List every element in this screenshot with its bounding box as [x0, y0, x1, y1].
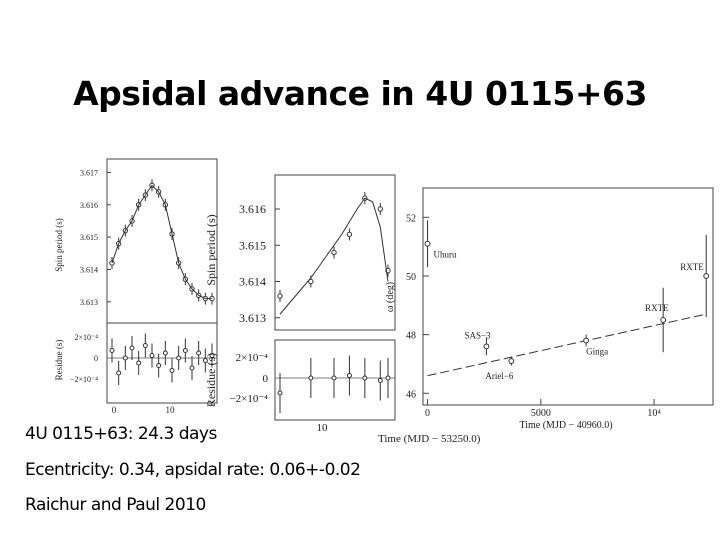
right-point-4 — [661, 318, 666, 323]
left-res-tick-0: 2×10⁻⁴ — [74, 333, 98, 342]
mid-res-tick-0: 2×10⁻⁴ — [235, 352, 268, 364]
left-ytick-0: 3.617 — [80, 168, 98, 178]
mid-res-point-3 — [347, 374, 351, 378]
mid-ytick-3: 3.613 — [239, 310, 266, 325]
right-xlabel: Time (MJD − 40960.0) — [519, 420, 613, 431]
slide-title: Apsidal advance in 4U 0115+63 — [73, 74, 647, 113]
caption-line-2: Ecentricity: 0.34, apsidal rate: 0.06+-0.02 — [25, 460, 361, 480]
left-res-tick-1: 0 — [94, 354, 98, 363]
mid-res-point-1 — [309, 376, 313, 380]
left-top-axes — [107, 159, 217, 323]
left-ytick-3: 3.614 — [80, 265, 98, 275]
mid-point-2 — [332, 250, 336, 254]
left-res-point-11 — [183, 349, 187, 353]
left-res-tick-2: −2×10⁻⁴ — [69, 375, 98, 384]
left-ytick-1: 3.616 — [80, 200, 98, 210]
right-point-label-2: Ariel−6 — [485, 371, 514, 382]
right-point-1 — [484, 344, 489, 349]
mid-ytick-1: 3.615 — [239, 238, 266, 253]
right-point-5 — [704, 274, 709, 279]
mid-res-point-2 — [332, 376, 336, 380]
left-panel — [54, 159, 217, 415]
mid-res-point-4 — [363, 376, 367, 380]
mid-residue-ylabel: Residue (s) — [204, 352, 218, 408]
left-res-point-7 — [157, 364, 161, 368]
right-point-label-1: SAS−3 — [464, 330, 491, 341]
left-res-point-3 — [130, 346, 134, 350]
left-xtick-1: 10 — [165, 405, 175, 415]
right-xtick-1: 5000 — [530, 408, 551, 419]
right-xtick-0: 0 — [425, 408, 431, 419]
right-panel — [385, 185, 720, 431]
left-residue-axes — [107, 323, 217, 403]
left-res-point-13 — [197, 351, 201, 355]
mid-ylabel: Spin period (s) — [204, 214, 218, 286]
right-ytick-3: 46 — [406, 389, 416, 401]
right-point-label-3: Ginga — [586, 346, 609, 357]
left-ytick-2: 3.615 — [80, 233, 98, 243]
right-ytick-1: 50 — [406, 271, 416, 283]
mid-ytick-2: 3.614 — [239, 274, 266, 289]
mid-res-point-5 — [378, 379, 382, 383]
mid-xtick-0: 10 — [316, 422, 328, 434]
left-fit-curve — [112, 185, 212, 298]
right-point-label-0: Uhuru — [433, 249, 457, 260]
left-res-point-8 — [163, 351, 167, 355]
left-res-point-6 — [150, 354, 154, 358]
caption-line-3: Raichur and Paul 2010 — [25, 495, 206, 515]
mid-point-0 — [278, 294, 282, 298]
mid-res-tick-2: −2×10⁻⁴ — [229, 393, 268, 405]
right-point-3 — [584, 338, 589, 343]
left-xtick-0: 0 — [111, 405, 117, 415]
mid-point-5 — [378, 207, 382, 211]
mid-point-3 — [347, 232, 351, 236]
caption-line-1: 4U 0115+63: 24.3 days — [25, 424, 217, 444]
right-point-0 — [425, 241, 430, 246]
mid-ytick-0: 3.616 — [239, 202, 266, 216]
left-res-point-1 — [117, 371, 121, 375]
right-ytick-0: 52 — [406, 213, 416, 225]
right-point-label-4: RXTE — [645, 302, 669, 313]
right-ylabel: ω (deg) — [385, 281, 396, 313]
left-res-point-10 — [177, 356, 181, 360]
left-ytick-4: 3.613 — [80, 297, 98, 307]
mid-res-tick-1: 0 — [262, 373, 268, 385]
mid-xlabel: Time (MJD − 53250.0) — [378, 433, 481, 445]
right-point-2 — [509, 359, 514, 364]
right-point-label-5: RXTE — [680, 261, 704, 272]
right-xtick-2: 10⁴ — [647, 408, 661, 419]
left-residue-ylabel: Residue (s) — [54, 339, 64, 381]
left-res-point-9 — [170, 369, 174, 373]
left-res-point-2 — [123, 356, 127, 360]
left-res-point-12 — [190, 366, 194, 370]
left-res-point-5 — [143, 344, 147, 348]
right-panel-bg — [420, 185, 720, 420]
mid-res-point-0 — [278, 391, 282, 395]
left-res-point-4 — [137, 361, 141, 365]
mid-res-point-6 — [386, 376, 390, 380]
right-ytick-2: 48 — [406, 330, 416, 342]
left-res-point-0 — [110, 349, 114, 353]
left-ylabel: Spin period (s) — [54, 218, 64, 272]
